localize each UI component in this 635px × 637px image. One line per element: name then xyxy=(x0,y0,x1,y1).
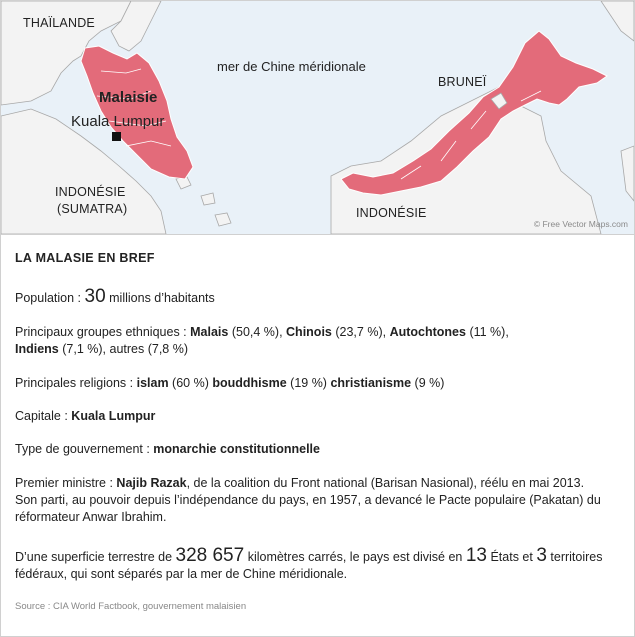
label-thailande: THAÏLANDE xyxy=(23,16,95,30)
capital-value: Kuala Lumpur xyxy=(71,409,156,423)
area-value: 328 657 xyxy=(175,545,245,566)
label-brunei: BRUNEÏ xyxy=(438,75,487,89)
religion-pct: (60 %) xyxy=(172,376,209,390)
ethnic-pct: (50,4 %), xyxy=(231,325,283,339)
religion-name: bouddhisme xyxy=(212,376,287,390)
ethnic-name: Indiens xyxy=(15,342,59,356)
ethnic-groups xyxy=(15,324,625,358)
label-mer: mer de Chine méridionale xyxy=(217,59,366,74)
religion-pct: (9 %) xyxy=(414,376,445,390)
ethnic-pct: (11 %), xyxy=(469,325,509,339)
ethnic-other: autres (7,8 %) xyxy=(109,342,189,356)
ethnic-name: Autochtones xyxy=(389,325,466,339)
area-t3: États et xyxy=(490,550,533,564)
area-line2: fédéraux, qui sont séparés par la mer de Chine méridionale. xyxy=(15,567,348,581)
pm-name: Najib Razak xyxy=(116,476,187,490)
area xyxy=(15,547,625,583)
population-unit: millions d’habitants xyxy=(109,291,215,305)
pm-label: Premier ministre : xyxy=(15,476,113,490)
info-panel xyxy=(1,234,634,637)
ethnic-name: Chinois xyxy=(286,325,332,339)
map-credit: © Free Vector Maps.com xyxy=(533,219,628,229)
religion-name: christianisme xyxy=(330,376,412,390)
label-indonesie-sumatra-1: INDONÉSIE xyxy=(55,185,126,199)
government xyxy=(15,441,625,458)
source: Source : CIA World Factbook, gouvernement malaisien xyxy=(15,601,247,612)
religion-pct: (19 %) xyxy=(290,376,327,390)
ethnic-pct: (7,1 %), xyxy=(62,342,107,356)
population-value: 30 xyxy=(84,286,106,307)
pm-line2: Son parti, au pouvoir depuis l’indépendance du pays, en 1957, a devancé le Pacte populaire (Pakatan) du xyxy=(15,493,601,507)
religion-name: islam xyxy=(136,376,169,390)
pm-line3: réformateur Anwar Ibrahim. xyxy=(15,510,167,524)
population-label: Population : xyxy=(15,291,82,305)
label-indonesie: INDONÉSIE xyxy=(356,206,427,220)
population xyxy=(15,288,625,307)
ethnic-label: Principaux groupes ethniques : xyxy=(15,325,187,339)
area-states: 13 xyxy=(465,545,487,566)
area-t4: territoires xyxy=(550,550,603,564)
pm-line1-rest: , de la coalition du Front national (Barisan Nasional), réélu en mai 2013. xyxy=(186,476,585,490)
prime-minister xyxy=(15,475,625,526)
government-value: monarchie constitutionnelle xyxy=(153,442,320,456)
label-indonesie-sumatra-2: (SUMATRA) xyxy=(57,202,128,216)
ethnic-pct: (23,7 %), xyxy=(335,325,387,339)
religions-label: Principales religions : xyxy=(15,376,134,390)
area-territories: 3 xyxy=(536,545,547,566)
label-malaisie: Malaisie xyxy=(99,89,158,106)
map xyxy=(1,1,634,234)
government-label: Type de gouvernement : xyxy=(15,442,150,456)
area-t1: D’une superficie terrestre de xyxy=(15,550,173,564)
capital xyxy=(15,408,625,425)
panel-title: LA MALASIE EN BREF xyxy=(15,251,155,265)
religions xyxy=(15,375,625,392)
label-kuala-lumpur: Kuala Lumpur xyxy=(71,113,165,130)
capital-label: Capitale : xyxy=(15,409,68,423)
kuala-lumpur-marker xyxy=(112,132,121,141)
area-t2: kilomètres carrés, le pays est divisé en xyxy=(247,550,463,564)
ethnic-name: Malais xyxy=(190,325,229,339)
